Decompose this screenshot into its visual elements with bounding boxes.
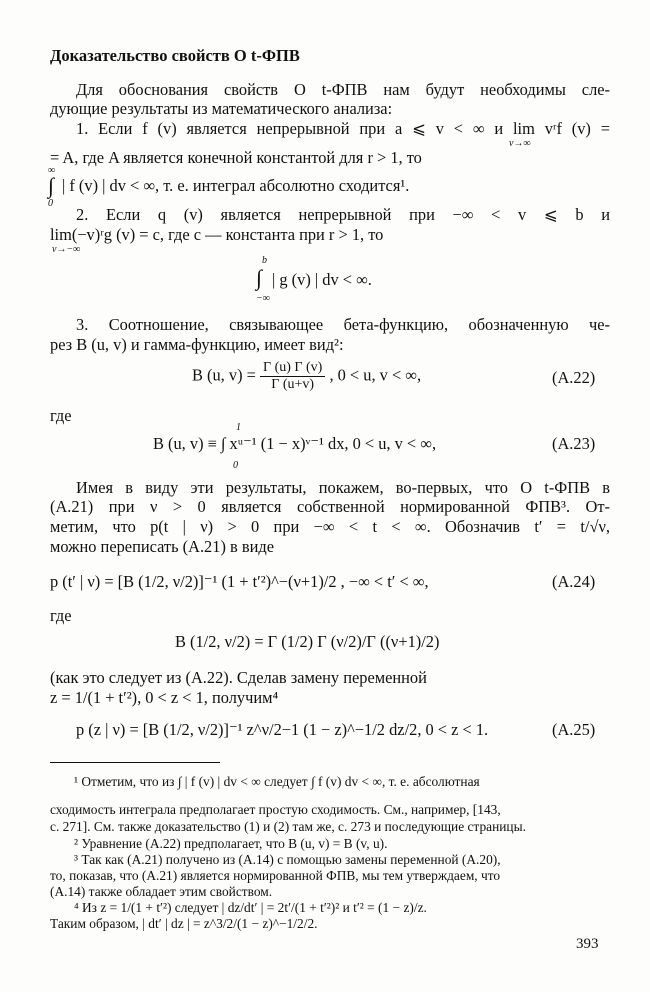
footnote-line: ³ Так как (A.21) получено из (A.14) с помощью замены переменной (A.20), [74, 852, 501, 867]
integral-limit: 0 [233, 460, 238, 471]
equation-beta: B (1/2, ν/2) = Γ (1/2) Γ (ν/2)/Γ ((ν+1)/2) [175, 632, 440, 651]
equation-a24: p (t′ | ν) = [B (1/2, ν/2)]⁻¹ (1 + t′²)^−(ν+1)/2 , −∞ < t′ < ∞, [50, 572, 429, 591]
para-line: можно переписать (A.21) в виде [50, 537, 274, 556]
section-heading: Доказательство свойств О t-ФПВ [50, 46, 300, 65]
footnote-line: (A.14) также обладает этим свойством. [50, 884, 273, 899]
para-line: дующие результаты из математического анализа: [50, 99, 393, 118]
equation-a25: p (z | ν) = [B (1/2, ν/2)]⁻¹ z^ν/2−1 (1 − z)^−1/2 dz/2, 0 < z < 1. [76, 720, 489, 739]
footnote-rule [50, 762, 220, 763]
integral-limit: 1 [236, 422, 241, 433]
para-line: где [50, 606, 72, 625]
footnote-line: ⁴ Из z = 1/(1 + t′²) следует | dz/dt′ | = 2t′/(1 + t′²)² и t′² = (1 − z)/z. [74, 900, 427, 915]
para-line: 1. Если f (v) является непрерывной при a ⩽ v < ∞ и lim vʳf (v) = [76, 119, 610, 138]
integral-sign: ∞ ∫ 0 [48, 165, 56, 209]
para-line: Имея в виду эти результаты, покажем, во-первых, что О t-ФПВ в [76, 478, 610, 497]
display-equation: | g (v) | dv < ∞. [272, 270, 372, 289]
limit-subscript: v→∞ [509, 138, 531, 149]
page-number: 393 [576, 936, 599, 952]
equation-tag: (A.23) [552, 434, 596, 453]
footnote-line: ¹ Отметим, что из ∫ | f (v) | dv < ∞ следует ∫ f (v) dv < ∞, т. е. абсолютная [74, 774, 480, 789]
limit-subscript: v→−∞ [52, 244, 81, 255]
footnote-line: то, показав, что (A.21) является нормированной ФПВ, мы тем утверждаем, что [50, 868, 501, 883]
para-line: (A.21) при ν > 0 является собственной нормированной ФПВ³. От- [50, 497, 610, 516]
para-line: рез B (u, v) и гамма-функцию, имеет вид²: [50, 335, 344, 354]
footnote-line: с. 271]. См. также доказательство (1) и (2) там же, с. 273 и последующие страницы. [50, 819, 526, 834]
para-line: Для обоснования свойств О t-ФПВ нам будут необходимы сле- [76, 80, 610, 99]
equation-tag: (A.22) [552, 368, 596, 387]
footnote-line: ² Уравнение (A.22) предполагает, что B (u, v) = B (v, u). [74, 836, 388, 851]
para-line: lim(−v)ʳg (v) = c, где c — константа при r > 1, то [50, 225, 384, 244]
para-line: где [50, 406, 72, 425]
para-line: 3. Соотношение, связывающее бета-функцию, обозначенную че- [76, 315, 610, 334]
para-line: | f (v) | dv < ∞, т. е. интеграл абсолютно сходится¹. [62, 176, 410, 195]
para-line: (как это следует из (A.22). Сделав замену переменной [50, 668, 427, 687]
para-line: z = 1/(1 + t′²), 0 < z < 1, получим⁴ [50, 688, 279, 707]
equation-a23: B (u, v) ≡ ∫ xᵘ⁻¹ (1 − x)ᵛ⁻¹ dx, 0 < u, v < ∞, [153, 434, 437, 453]
equation-tag: (A.25) [552, 720, 596, 739]
para-line: = A, где A является конечной константой для r > 1, то [50, 148, 422, 167]
equation-tag: (A.24) [552, 572, 596, 591]
equation-a22: B (u, v) = $\frac{\Gamma (u) \Gamma (v)}{\Gamma (u+v)}$ , 0 < u, v < ∞, [192, 360, 422, 392]
footnote-line: сходимость интеграла предполагает простую сходимость. См., например, [143, [50, 802, 501, 817]
integral-sign: b ∫ −∞ [256, 255, 270, 304]
para-line: метим, что p(t | ν) > 0 при −∞ < t < ∞. Обозначив t′ = t/√ν, [50, 517, 610, 536]
footnote-line: Таким образом, | dt′ | dz | = z^3/2/(1 − z)^−1/2/2. [50, 916, 318, 931]
para-line: 2. Если q (v) является непрерывной при −∞ < v ⩽ b и [76, 205, 610, 224]
